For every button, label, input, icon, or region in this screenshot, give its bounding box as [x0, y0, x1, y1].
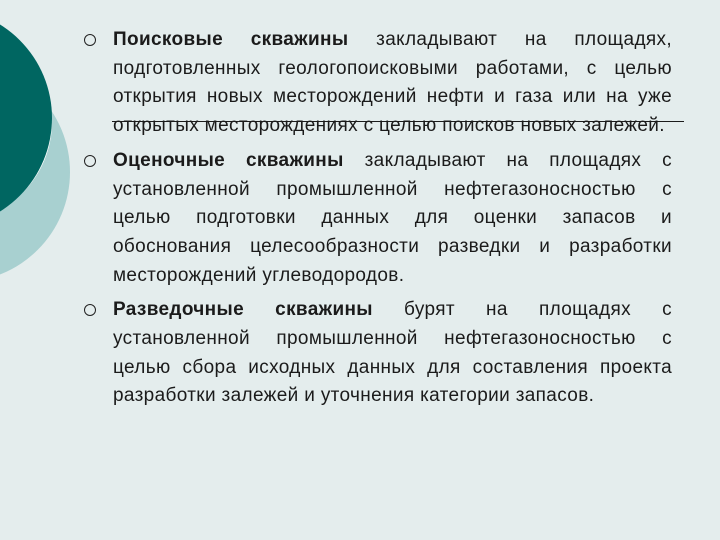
- bullet-circle-icon: [84, 34, 96, 46]
- item-text: закладывают на площадях, подготовленных геологопоисковыми работами, с целью открытия новых месторождений нефти и газа или на уже открытых месторождениях с целью поисков новых залежей.: [113, 29, 672, 137]
- item-term: Оценочные скважины: [113, 149, 344, 171]
- item-text: бурят на площадях с установленной промышленной нефтегазоносностью с целью сбора исходных данных для составления проекта разработки залежей и уточнения категории запасов.: [113, 299, 672, 407]
- bullet-circle-icon: [84, 155, 96, 167]
- item-term: Поисковые скважины: [113, 29, 349, 50]
- bullet-circle-icon: [84, 304, 96, 316]
- bullet-list: [84, 26, 672, 417]
- list-item: [84, 147, 672, 291]
- list-item: [84, 296, 672, 411]
- list-item: [84, 26, 672, 141]
- item-text: закладывают на площадях с установленной промышленной нефтегазоносностью с целью подготовки данных для оценки запасов и обоснования целесообразности разведки и разработки месторождений углеводородов.: [113, 149, 672, 286]
- item-term: Разведочные скважины: [113, 299, 373, 321]
